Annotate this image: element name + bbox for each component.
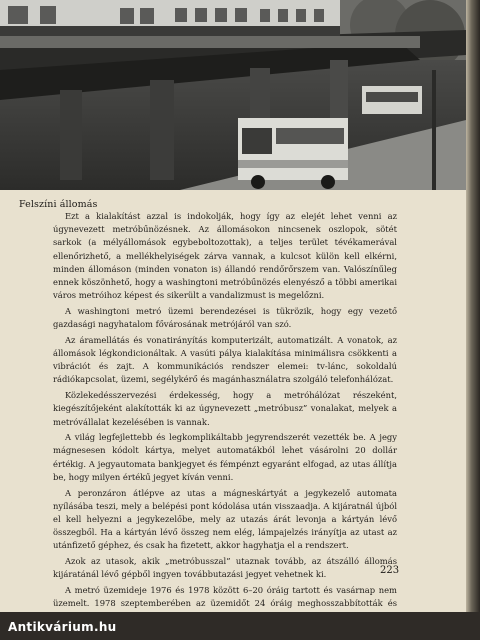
paragraph: Közlekedésszervezési érdekesség, hogy a metróhálózat részeként, kiegészítőjeként alakították ki az úgynevezett „metróbusz” vonalakat, melyek a metróvállalat kezelésében is vannak. <box>53 390 397 427</box>
body-text <box>53 210 400 626</box>
photo-caption: Felszíni állomás <box>19 199 98 210</box>
photo-elevated-station <box>0 0 466 190</box>
paragraph: A peronzáron átlépve az utas a mágneskártyát a jegykezelő automata nyílásába teszi, mely a belépési pont kódolása után visszaadja. A kijáratnál újból el kell helyezni a jegykezelőbe, mely az utazás árát levonja a kártyán lévő összegből. Ha a kártyán lévő összeg nem elég, lámpajelzés irányítja az utast az utánfizető géphez, és csak ha fizetett, akkor hagyhatja el a rendszert. <box>53 487 397 551</box>
watermark-text: Antikvárium.hu <box>8 620 117 634</box>
page-number: 223 <box>380 565 400 576</box>
paragraph: Azok az utasok, akik „metróbusszal” utaznak tovább, az átszálló állomás kijáratánál lévő gépből ingyen továbbutazási jegyet vehetnek ki. <box>53 556 397 580</box>
paragraph: Az áramellátás és vonatirányítás komputerizált, automatizált. A vonatok, az állomások légkondicionáltak. A vasúti pálya kialakítása minimálisra csökkenti a vibrációt és zajt. A kommunikációs rendszer elemei: tv-lánc, sokoldalú rádiókapcsolat, üzemi, segélykérő és magánhasználatra szolgáló telefonhálózat. <box>53 334 397 385</box>
book-spine-edge <box>466 0 480 640</box>
paragraph: Ezt a kialakítást azzal is indokolják, hogy így az elejét lehet venni az úgynevezett metróbűnözésnek. Az állomásokon nincsenek oszlopok, sötét sarkok (a mélyállomások egybeboltozottak), a teljes terület tévékamerával ellenőrizhető, a mellékhelyiségek zárva vannak, a kulcsot külön kell elkérni, minden állomáson (minden vonaton is) állandó rendőrőrszem van. Valószínűleg ennek köszönhető, hogy a washingtoni metróbűnözés elenyésző a többi amerikai város metróihoz képest és sikerült a vandalizmust is megelőzni. <box>53 211 397 301</box>
paragraph: A világ legfejlettebb és legkomplikáltabb jegyrendszerét vezették be. A jegy mágnesesen kódolt kártya, melyet automatákból lehet vásárolni 20 dollár értékig. A jegyautomata bankjegyet és fémpénzt egyaránt elfogad, az utas állítja be, hogy milyen értékű jegyet kíván venni. <box>53 432 397 482</box>
paragraph: A metró üzemideje 1976 és 1978 között 6–20 óráig tartott és vasárnap nem üzemelt. 1978 szeptemberében az üzemidőt 24 óráig meghosszabbították és <box>53 584 397 609</box>
paragraph: A washingtoni metró üzemi berendezései is tükrözik, hogy egy vezető gazdasági nagyhatalom fővárosának metrójáról van szó. <box>53 305 397 330</box>
